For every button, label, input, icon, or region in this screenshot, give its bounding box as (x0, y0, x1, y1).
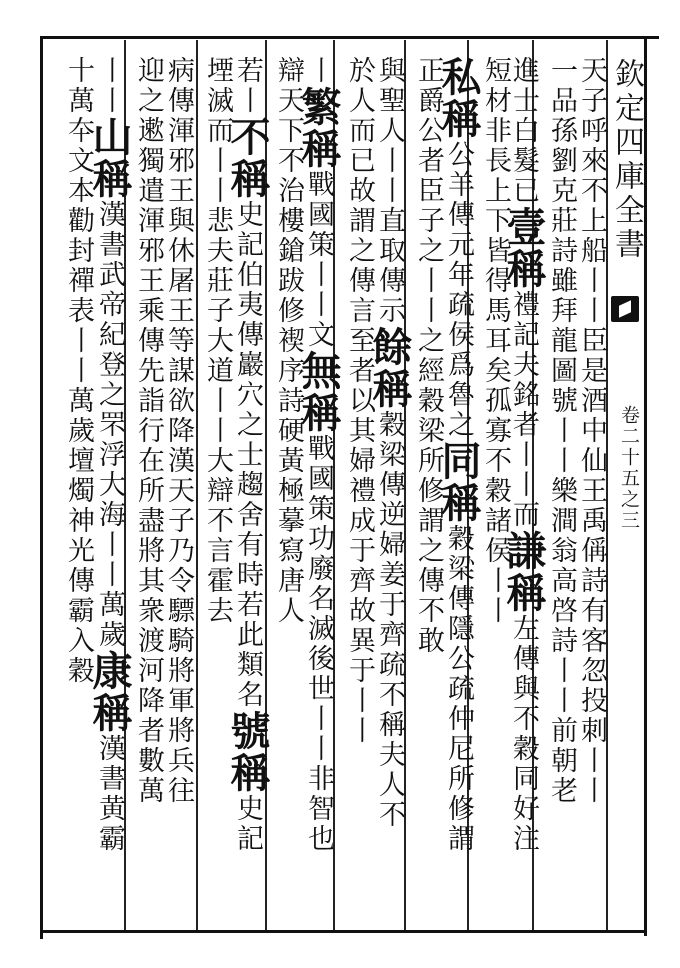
text-column: 正爵公者臣子之丨丨之經穀梁所修謂之傳不敢 (413, 56, 444, 656)
entry-heading: 私稱 (435, 56, 482, 140)
entry-text: 丨丨 (94, 56, 125, 116)
entry-text: 穀梁傳逆婦姜于齊疏不稱夫人不 (374, 410, 405, 830)
entry-heading: 無稱 (295, 350, 342, 434)
entry-heading: 山稱 (86, 116, 133, 200)
bottom-border (40, 930, 647, 933)
entry-heading: 餘稱 (366, 326, 413, 410)
entry-text: 穀梁傳隱公疏仲尼所修謂 (443, 524, 474, 854)
column-rule (196, 40, 198, 930)
volume-label: 卷二十五之三 (618, 405, 640, 531)
entry-heading: 繁稱 (295, 86, 342, 170)
outer-border (644, 36, 647, 936)
entry-text: 漢書武帝紀登之罘浮大海丨丨萬歲 (94, 200, 125, 650)
text-column: 天子呼來不上船丨丨臣是酒中仙王禹偁詩有客忽投刺丨丨 (576, 56, 607, 806)
entry-heading: 壹稱 (500, 206, 547, 290)
text-column: 於人而已故謂之傳言至者以其婦禮成于齊故異于丨丨 (344, 56, 375, 746)
text-column: 堙滅而丨丨悲夫莊子大道丨丨大辯不言霍去 (202, 56, 233, 626)
entry-text: 若丨 (232, 56, 263, 116)
text-column: 迎之遬獨遣渾邪王乘傳先詣行在所盡將其衆渡河降者數萬 (133, 56, 164, 806)
text-column (86, 56, 133, 854)
entry-text: 漢書黄霸 (94, 734, 125, 854)
entry-text: 公羊傳元年疏侯爲魯之 (443, 140, 474, 440)
entry-heading: 不稱 (224, 116, 271, 200)
entry-heading: 康稱 (86, 650, 133, 734)
entry-text: 與聖人丨丨直取傳示 (374, 56, 405, 326)
entry-text: 丨 (303, 56, 334, 86)
entry-text: 戰國策丨丨文 (303, 170, 334, 350)
entry-heading: 號稱 (224, 710, 271, 794)
entry-heading: 謙稱 (500, 530, 547, 614)
entry-heading: 同稱 (435, 440, 482, 524)
text-column: 一品孫劉克莊詩雖拜龍圖號丨丨樂澗翁高啓詩丨丨前朝老 (546, 56, 577, 806)
entry-text: 戰國策功廢名滅後世丨丨非智也 (303, 434, 334, 854)
entry-text: 史記伯夷傳巖穴之士趨舍有時若此類名 (232, 200, 263, 710)
entry-text: 進士白髮已 (508, 56, 539, 206)
text-column: 辯天下不治樓鎗跋修褉序詩硬黃極摹寫唐人 (273, 56, 304, 626)
book-title: 欽定四庫全書 (609, 58, 644, 262)
entry-text: 史記 (232, 794, 263, 854)
text-column: 十萬夲文本勸封禪表丨丨萬歲壇燭神光傳霸入穀 (63, 56, 94, 686)
text-column: 短材非長上下皆得馬耳矣孤寡不穀諸侯丨丨 (480, 56, 511, 626)
fish-tail-mark (611, 296, 639, 322)
entry-text: 左傳與不穀同好注 (508, 614, 539, 854)
entry-text: 禮記夫銘者丨丨而 (508, 290, 539, 530)
text-column: 病傳渾邪王與休屠王等謀欲降漢天子乃令驃騎將軍將兵往 (163, 56, 194, 806)
